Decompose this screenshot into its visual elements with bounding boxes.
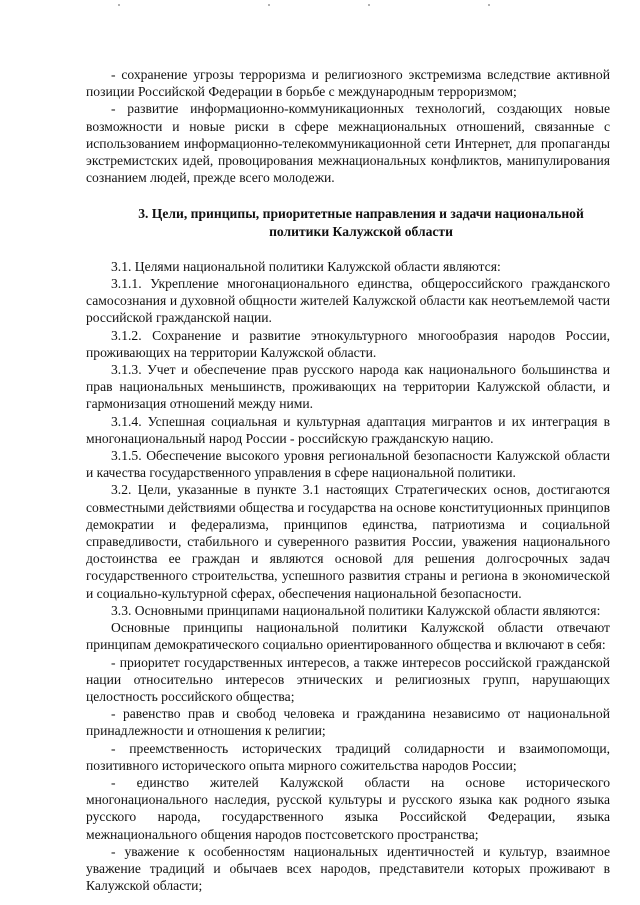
list-item: - уважение к особенностям национальных идентичностей и культур, взаимное уважение традиций и обычаев всех народов, представители которых проживают в Калужской области; [86,843,610,894]
scan-artifact-dot [368,4,370,6]
paragraph: 3.1.1. Укрепление многонационального единства, общероссийского гражданского самосознания и духовной общности жителей Калужской области как неотъемлемой части российской гражданской нации. [86,276,610,326]
list-item: - равенство прав и свобод человека и гражданина независимо от национальной принадлежности и отношения к религии; [86,706,610,739]
paragraph: 3.1.5. Обеспечение высокого уровня региональной безопасности Калужской области и качества государственного управления в сфере национальной политики. [86,448,610,481]
list-item: - преемственность исторических традиций солидарности и взаимопомощи, позитивного исторического опыта мирного сожительства народов России; [86,740,610,773]
paragraph: 3.1. Целями национальной политики Калужской области являются: [111,258,501,274]
paragraph: 3.2. Цели, указанные в пункте 3.1 настоящих Стратегических основ, достигаются совместными действиями общества и государства на основе конституционных принципов демократии и федерализма, принципов единства, патриотизма и социальной справедливости, стабильного и суверенного развития России, уважения национального достоинства ее граждан и являются основой для решения долгосрочных задач государственного строительства, успешного развития страны и региона в экономической и социально-культурной сферах, обеспечения национальной безопасности. [86,482,610,601]
document-body [86,66,610,894]
list-item: - приоритет государственных интересов, а также интересов российской гражданской нации относительно интересов этнических и религиозных групп, нарушающих целостность российского общества; [86,654,610,704]
paragraph: Основные принципы национальной политики Калужской области отвечают принципам демократического социально ориентированного общества и включают в себя: [86,620,610,653]
scan-artifact-dot [118,4,120,6]
scan-artifact-dot [268,4,270,6]
paragraph: 3.3. Основными принципами национальной политики Калужской области являются: [111,602,601,618]
intro-paragraph: - развитие информационно-коммуникационных технологий, создающих новые возможности и новые риски в сфере межнациональных отношений, связанные с использованием информационно-телекоммуникационной сети Интернет, для пропаганды экстремистских идей, провоцирования межнациональных конфликтов, манипулирования сознанием людей, прежде всего молодежи. [86,101,610,186]
section-heading: 3. Цели, принципы, приоритетные направления и задачи национальной политики Калужской области [138,206,584,239]
list-item: - единство жителей Калужской области на основе исторического многонационального наследия, русской культуры и русского языка как родного языка русского народа, государственного языка Российской Федерации, языка межнационального общения народов постсоветского пространства; [86,774,610,842]
paragraph: 3.1.4. Успешная социальная и культурная адаптация мигрантов и их интеграция в многонациональный народ России - российскую гражданскую нацию. [86,413,610,446]
paragraph: 3.1.3. Учет и обеспечение прав русского народа как национального большинства и прав национальных меньшинств, проживающих на территории Калужской области, и гармонизация отношений между ними. [86,362,610,412]
scan-artifact-dot [488,4,490,6]
paragraph: 3.1.2. Сохранение и развитие этнокультурного многообразия народов России, проживающих на территории Калужской области. [86,327,610,360]
intro-paragraph: - сохранение угрозы терроризма и религиозного экстремизма вследствие активной позиции Российской Федерации в борьбе с международным терроризмом; [86,67,610,100]
